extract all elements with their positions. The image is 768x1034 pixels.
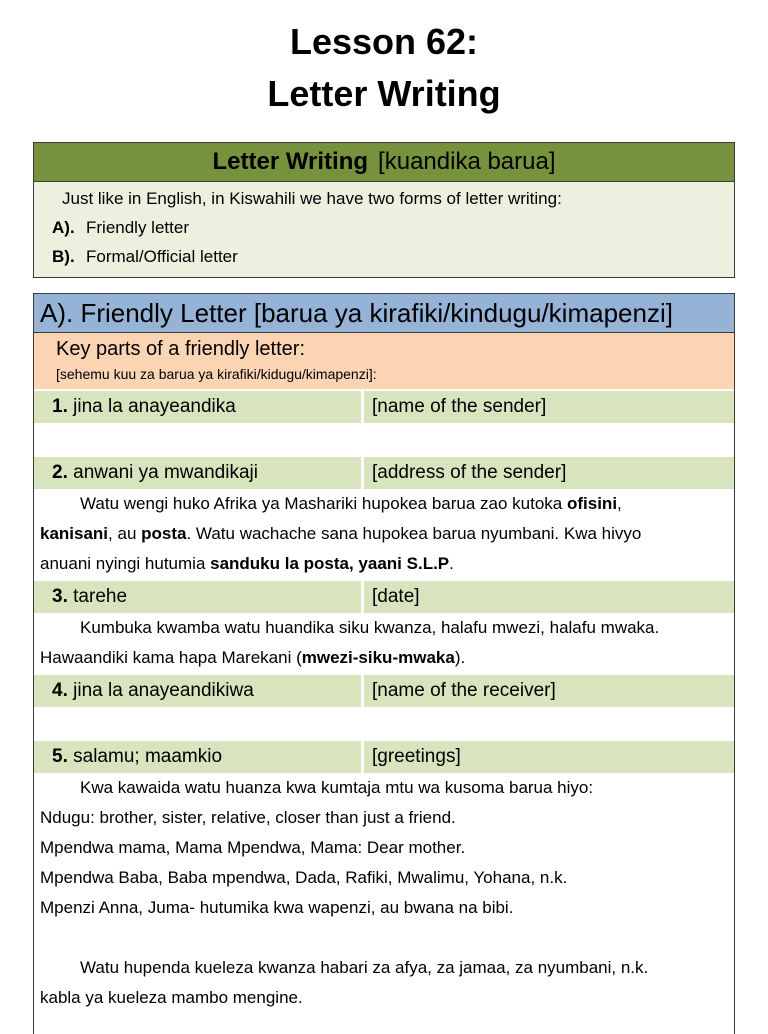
friendly-letter-box <box>33 293 735 1034</box>
title-line-2: Letter Writing <box>267 73 501 114</box>
date-paragraph: Kumbuka kwamba watu huandika siku kwanza, halafu mwezi, halafu mwaka. Hawaandiki kama hapa Marekani (mwezi-siku-mwaka). <box>40 618 660 667</box>
intro-text: Just like in English, in Kiswahili we have two forms of letter writing: <box>62 189 562 208</box>
greetings-paragraph: Kwa kawaida watu huanza kwa kumtaja mtu wa kusoma barua hiyo: Ndugu: brother, sister, relative, closer than just a friend. Mpendwa mama, Mama Mpendwa, Mama: Dear mother. Mpendwa Baba, Baba mpendwa, Dada, Rafiki, Mwalimu, Yohana, n.k. Mpenzi Anna, Juma- hutumika kwa wapenzi, au bwana na bibi. Watu hupenda kueleza kwanza habari za afya, za jamaa, za nyumbani, n.k. kabla ya kueleza mambo mengine. <box>40 778 649 1007</box>
heading-bold: Letter Writing <box>212 148 369 175</box>
part-row-4: 4. jina la anayeandikiwa [name of the receiver] <box>34 675 734 707</box>
title-line-1: Lesson 62: <box>289 21 479 62</box>
list-item: B). Formal/Official letter <box>52 247 238 266</box>
address-paragraph: Watu wengi huko Afrika ya Mashariki hupokea barua zao kutoka ofisini, kanisani, au posta. Watu wachache sana hupokea barua nyumbani. Kwa hivyo anuani nyingi hutumia sanduku la posta, yaani S.L.P. <box>40 494 642 573</box>
letter-writing-heading <box>34 143 734 182</box>
part-row-2: 2. anwani ya mwandikaji [address of the sender] <box>34 457 734 489</box>
letter-writing-box <box>33 142 735 278</box>
part-row-5: 5. salamu; maamkio [greetings] <box>34 741 734 773</box>
list-item: A). Friendly letter <box>52 218 189 237</box>
heading-rest: [kuandika barua] <box>378 148 556 175</box>
lesson-title <box>0 16 768 120</box>
key-parts-subtitle: [sehemu kuu za barua ya kirafiki/kidugu/kimapenzi]: <box>56 366 377 382</box>
key-parts-header <box>34 333 734 389</box>
key-parts-title: Key parts of a friendly letter: <box>56 338 306 360</box>
part-row-3: 3. tarehe [date] <box>34 581 734 613</box>
friendly-letter-heading: A). Friendly Letter [barua ya kirafiki/kindugu/kimapenzi] <box>34 294 734 333</box>
part-row-1: 1. jina la anayeandika [name of the sender] <box>34 391 734 423</box>
